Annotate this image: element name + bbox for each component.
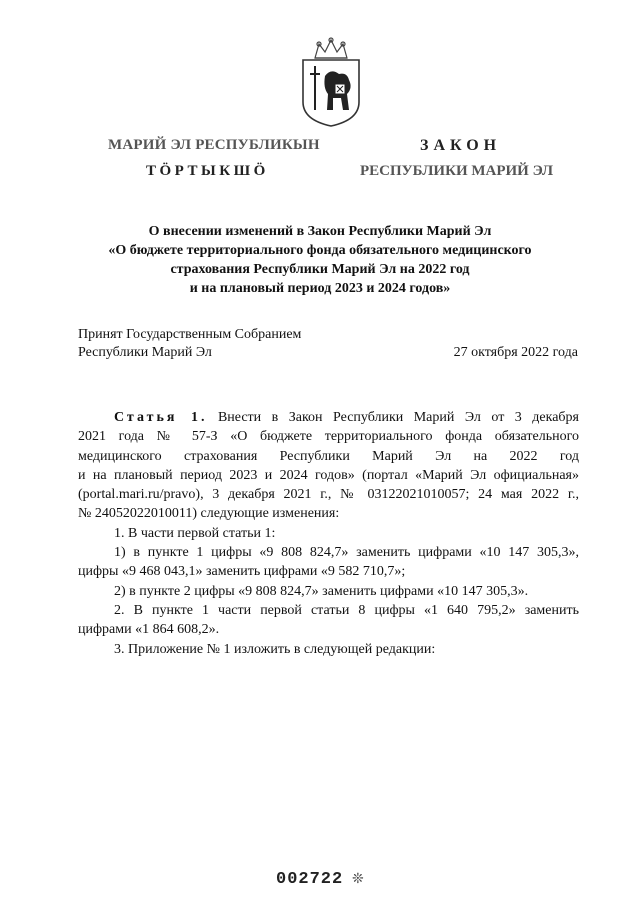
adopted-by-line1: Принят Государственным Собранием [78,327,302,342]
item-1-1-line1: 1) в пункте 1 цифры «9 808 824,7» заменить цифрами «10 147 305,3», [114,545,579,561]
snowflake-mark-icon: ❊ [352,872,364,887]
law-title [60,222,580,298]
document-number: 002722 [276,870,344,889]
adoption-block [78,326,578,362]
law-body [78,408,579,659]
article-1-intro: Внести в Закон Республики Марий Эл от 3 декабря [217,410,579,425]
adopted-by-line2: Республики Марий Эл [78,345,212,360]
item-3: 3. Приложение № 1 изложить в следующей редакции: [114,641,436,657]
header-left-line2: ТӦРТЫКШӦ [146,163,269,179]
adoption-date: 27 октября 2022 года [453,345,578,360]
paragraph-line: и на плановый период 2023 и 2024 годов» (портал «Марий Эл официальная» [78,467,579,483]
item-2-line1: 2. В пункте 1 части первой статьи 8 цифры «1 640 795,2» заменить [114,602,579,618]
header-left-line1: МАРИЙ ЭЛ РЕСПУБЛИКЫН [108,137,320,153]
paragraph-line: № 24052022010011) следующие изменения: [78,506,340,522]
item-1-2: 2) в пункте 2 цифры «9 808 824,7» заменить цифрами «10 147 305,3». [114,583,529,599]
coat-of-arms-emblem [295,36,367,128]
item-1: 1. В части первой статьи 1: [114,525,276,541]
law-title-line2: «О бюджете территориального фонда обязательного медицинского [108,243,532,258]
item-1-1-line2: цифры «9 468 043,1» заменить цифрами «9 582 710,7»; [78,564,406,580]
law-title-line1: О внесении изменений в Закон Республики Марий Эл [148,224,492,239]
paragraph-line: 2021 года № 57-З «О бюджете территориального фонда обязательного [78,429,579,445]
header-right-line2: РЕСПУБЛИКИ МАРИЙ ЭЛ [360,163,554,179]
header-right-line1: ЗАКОН [420,137,502,154]
law-title-line3: страхования Республики Марий Эл на 2022 год [170,262,470,277]
law-title-line4: и на плановый период 2023 и 2024 годов» [189,281,451,296]
paragraph-article-1-line1 [78,408,579,427]
paragraph-line: медицинского страхования Республики Марий Эл на 2022 год [78,448,579,464]
item-2-line2: цифрами «1 864 608,2». [78,622,220,638]
article-label: Статья 1. [114,410,208,425]
paragraph-line: (portal.mari.ru/pravo), 3 декабря 2021 г., № 03122021010057; 24 мая 2022 г., [78,487,579,503]
